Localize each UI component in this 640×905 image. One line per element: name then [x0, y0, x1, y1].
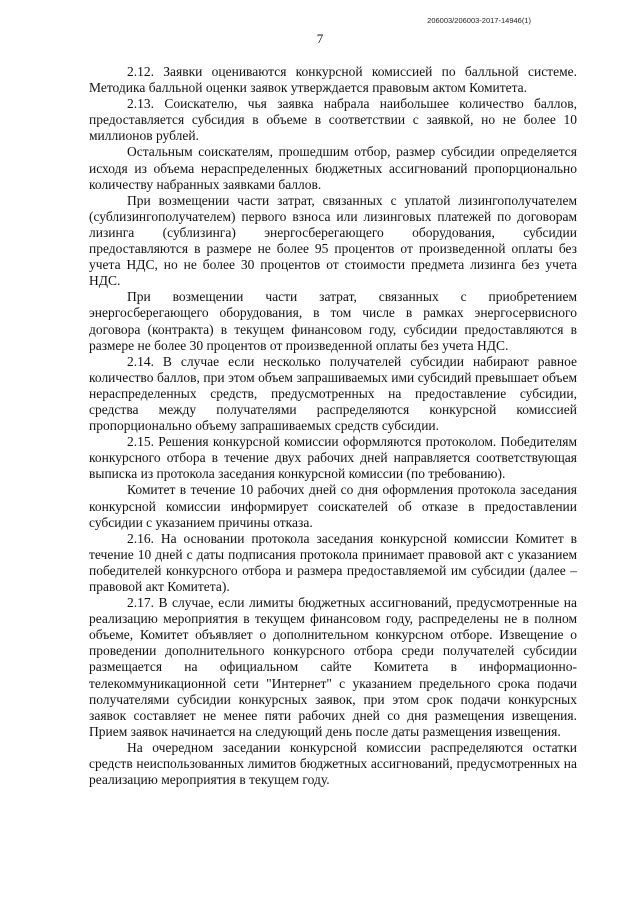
paragraph-equipment-costs: При возмещении части затрат, связанных с приобретением энергосберегающего оборудования, в том числе в рамках энергосервисного договора (контракта) в текущем финансовом году, субсидии предоставляются в размере не более 30 процентов от произведенной оплаты без учета НДС.: [89, 289, 577, 353]
paragraph-2-15: 2.15. Решения конкурсной комиссии оформляются протоколом. Победителям конкурсного отбора в течение двух рабочих дней направляется соответствующая выписка из протокола заседания конкурсной комиссии (по требованию).: [89, 434, 577, 482]
document-body: [89, 64, 577, 788]
paragraph-remaining-applicants: Остальным соискателям, прошедшим отбор, размер субсидии определяется исходя из объема нераспределенных бюджетных ассигнований пропорционально количеству набранных заявками баллов.: [89, 144, 577, 192]
page-number: 7: [316, 31, 324, 46]
paragraph-leasing-costs: При возмещении части затрат, связанных с уплатой лизингополучателем (сублизингополучателем) первого взноса или лизинговых платежей по договорам лизинга (сублизинга) энергосберегающего оборудования, субсидии предоставляются в размере не более 95 процентов от произведенной оплаты без учета НДС, но не более 30 процентов от стоимости предмета лизинга без учета НДС.: [89, 192, 577, 289]
paragraph-remaining-funds: На очередном заседании конкурсной комиссии распределяются остатки средств неиспользованных лимитов бюджетных ассигнований, предусмотренных на реализацию мероприятия в текущем году.: [89, 739, 577, 788]
paragraph-2-13: 2.13. Соискателю, чья заявка набрала наибольшее количество баллов, предоставляется субсидия в объеме в соответствии с заявкой, но не более 10 миллионов рублей.: [89, 96, 577, 144]
paragraph-refusal-notice: Комитет в течение 10 рабочих дней со дня оформления протокола заседания конкурсной комиссии информирует соискателей об отказе в предоставлении субсидии с указанием причины отказа.: [89, 482, 577, 530]
paragraph-2-14: 2.14. В случае если несколько получателей субсидии набирают равное количество баллов, при этом объем запрашиваемых ими субсидий превышает объем нераспределенных средств, предусмотренных на предоставление субсидии, средства между получателями распределяются конкурсной комиссией пропорционально объему запрашиваемых средств субсидии.: [89, 353, 577, 434]
paragraph-2-12: 2.12. Заявки оцениваются конкурсной комиссией по балльной системе. Методика балльной оценки заявок утверждается правовым актом Комитета.: [89, 64, 577, 96]
paragraph-2-16: 2.16. На основании протокола заседания конкурсной комиссии Комитет в течение 10 дней с даты подписания протокола принимает правовой акт с указанием победителей конкурсного отбора и размера предоставляемой им субсидии (далее – правовой акт Комитета).: [89, 530, 577, 594]
paragraph-2-17: 2.17. В случае, если лимиты бюджетных ассигнований, предусмотренные на реализацию мероприятия в текущем финансовом году, распределены не в полном объеме, Комитет объявляет о дополнительном конкурсном отборе. Извещение о проведении дополнительного конкурсного отбора среди получателей субсидии размещается на официальном сайте Комитета в информационно-телекоммуникационной сети "Интернет" с указанием предельного срока подачи получателями субсидии конкурсных заявок, при этом срок подачи конкурсных заявок составляет не менее пяти рабочих дней со дня размещения извещения. Прием заявок начинается на следующий день после даты размещения извещения.: [89, 595, 577, 739]
document-id: 206003/206003-2017-14946(1): [427, 16, 531, 25]
